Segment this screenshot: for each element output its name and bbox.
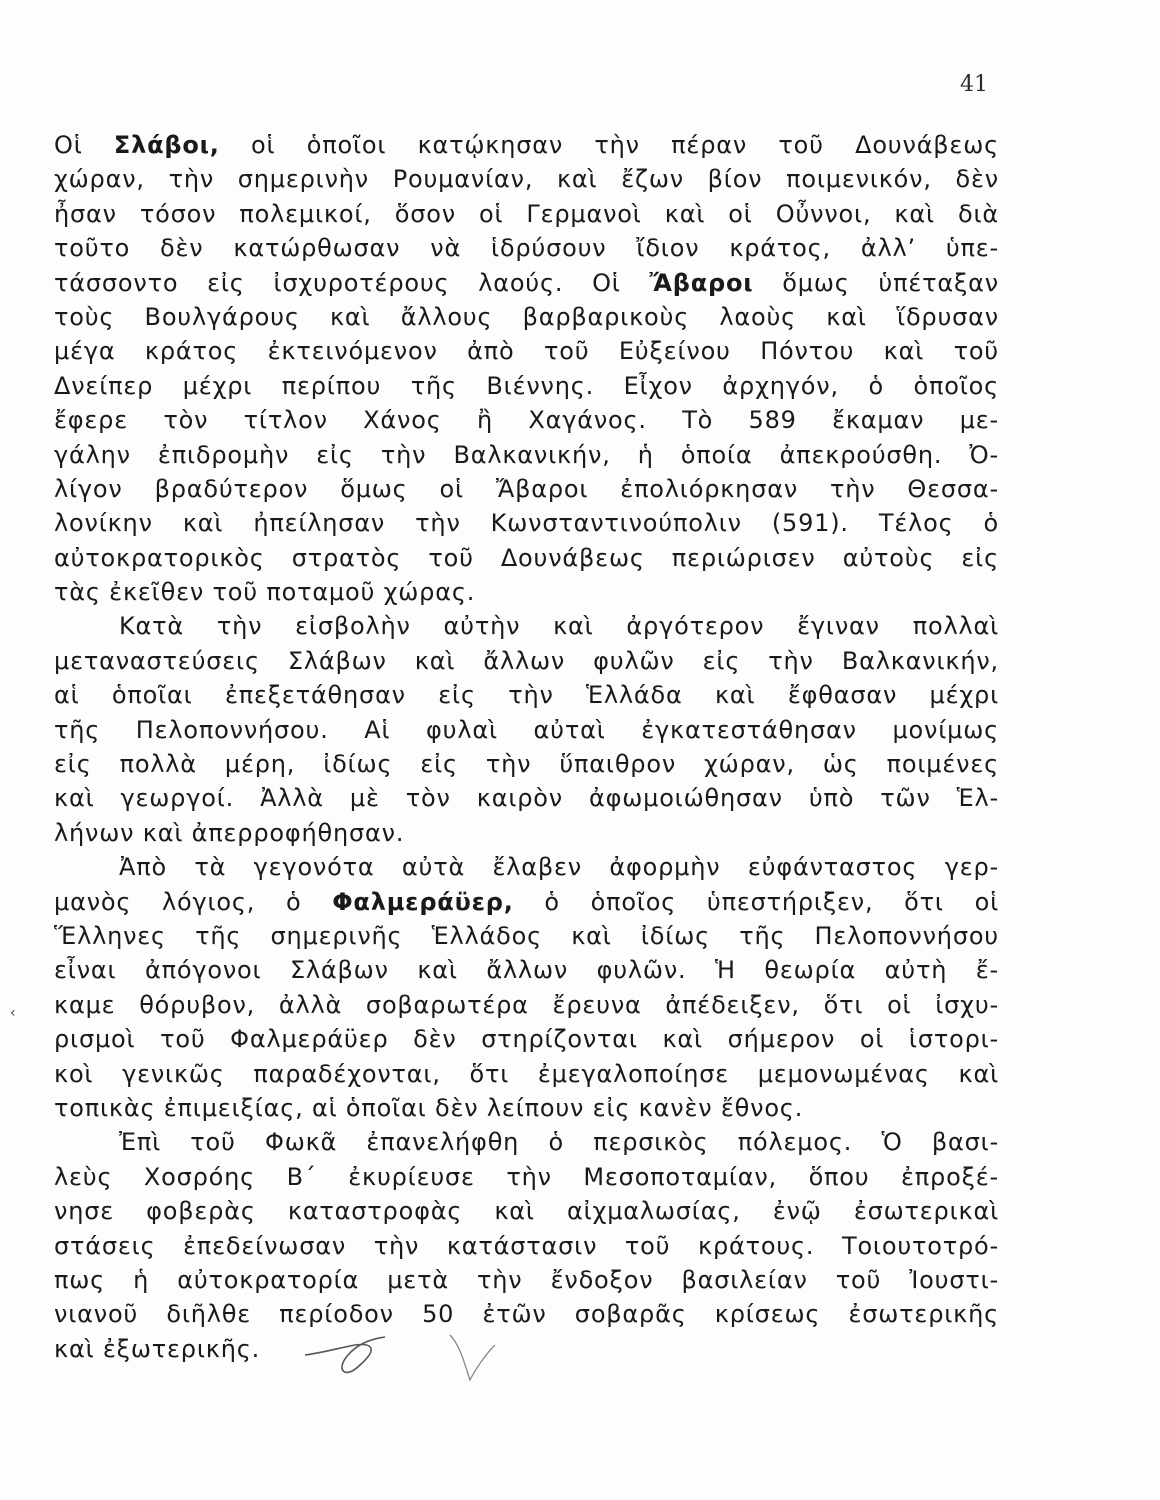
text-run: Ἕλληνες τῆς σημερινῆς Ἑλλάδος καὶ ἰδίως τῆς Πελοποννήσου bbox=[54, 921, 999, 950]
text-line bbox=[54, 919, 999, 953]
text-run: στάσεις ἐπεδείνωσαν τὴν κατάστασιν τοῦ κράτους. Τοιουτοτρό- bbox=[54, 1231, 999, 1260]
text-line bbox=[54, 1332, 999, 1366]
text-run: τῆς Πελοποννήσου. Αἱ φυλαὶ αὐταὶ ἐγκατεστάθησαν μονίμως bbox=[54, 715, 999, 744]
text-line bbox=[54, 644, 999, 678]
text-line bbox=[54, 472, 999, 506]
bold-term: Ἄβαροι bbox=[649, 268, 754, 297]
text-run: οἱ ὁποῖοι κατῴκησαν τὴν πέραν τοῦ Δουνάβεως bbox=[219, 131, 999, 159]
text-run: λίγον βραδύτερον ὅμως οἱ Ἄβαροι ἐπολιόρκησαν τὴν Θεσσα- bbox=[54, 474, 999, 503]
text-line bbox=[54, 369, 999, 403]
text-run: αἱ ὁποῖαι ἐπεξετάθησαν εἰς τὴν Ἑλλάδα καὶ ἔφθασαν μέχρι bbox=[54, 681, 999, 710]
text-run: Οἱ bbox=[54, 131, 114, 159]
text-body bbox=[54, 128, 999, 1366]
text-line bbox=[54, 266, 999, 300]
text-run: ἔφερε τὸν τίτλον Χάνος ἢ Χαγάνος. Τὸ 589 ἔκαμαν με- bbox=[54, 406, 999, 435]
text-run: καὶ ἐξωτερικῆς. bbox=[54, 1334, 261, 1363]
text-run: λήνων καὶ ἀπερροφήθησαν. bbox=[54, 818, 405, 847]
text-run: εἰς πολλὰ μέρη, ἰδίως εἰς τὴν ὕπαιθρον χώραν, ὡς ποιμένες bbox=[54, 750, 999, 779]
text-line bbox=[54, 781, 999, 815]
text-run: ὁ ὁποῖος ὑπεστήριξεν, ὅτι οἱ bbox=[513, 887, 999, 916]
text-line bbox=[54, 162, 999, 196]
text-line bbox=[54, 300, 999, 334]
text-line bbox=[54, 506, 999, 540]
text-run: γάλην ἐπιδρομὴν εἰς τὴν Βαλκανικήν, ἡ ὁποία ἀπεκρούσθη. Ὀ- bbox=[54, 440, 999, 469]
text-line bbox=[54, 609, 999, 643]
text-run: ὅμως ὑπέταξαν bbox=[753, 268, 999, 297]
text-run: αὐτοκρατορικὸς στρατὸς τοῦ Δουνάβεως περιώρισεν αὐτοὺς εἰς bbox=[54, 543, 999, 572]
handwritten-scribble bbox=[300, 1325, 500, 1395]
text-line bbox=[54, 128, 999, 162]
text-run: τοπικὰς ἐπιμειξίας, αἱ ὁποῖαι δὲν λείπουν εἰς κανὲν ἔθνος. bbox=[54, 1093, 804, 1122]
text-run: Ἐπὶ τοῦ Φωκᾶ ἐπανελήφθη ὁ περσικὸς πόλεμος. Ὁ βασι- bbox=[119, 1128, 999, 1157]
text-run: ἦσαν τόσον πολεμικοί, ὅσον οἱ Γερμανοὶ καὶ οἱ Οὖννοι, καὶ διὰ bbox=[54, 199, 999, 228]
text-run: Δνείπερ μέχρι περίπου τῆς Βιέννης. Εἶχον ἀρχηγόν, ὁ ὁποῖος bbox=[54, 371, 999, 400]
text-run: μανὸς λόγιος, ὁ bbox=[54, 887, 333, 916]
text-line bbox=[54, 575, 999, 609]
text-line bbox=[54, 747, 999, 781]
text-line bbox=[54, 541, 999, 575]
text-line bbox=[54, 816, 999, 850]
text-run: τάσσοντο εἰς ἰσχυροτέρους λαούς. Οἱ bbox=[54, 268, 650, 297]
text-line bbox=[54, 1160, 999, 1194]
text-run: Κατὰ τὴν εἰσβολὴν αὐτὴν καὶ ἀργότερον ἔγιναν πολλαὶ bbox=[119, 612, 999, 641]
text-run: ρισμοὶ τοῦ Φαλμεράϋερ δὲν στηρίζονται καὶ σήμερον οἱ ἱστορι- bbox=[54, 1025, 999, 1054]
text-run: μεταναστεύσεις Σλάβων καὶ ἄλλων φυλῶν εἰς τὴν Βαλκανικήν, bbox=[54, 646, 999, 675]
text-line bbox=[54, 438, 999, 472]
text-line bbox=[54, 1263, 999, 1297]
text-line bbox=[54, 1194, 999, 1228]
text-run: λεὺς Χοσρόης Β΄ ἐκυρίευσε τὴν Μεσοποταμίαν, ὅπου ἐπροξέ- bbox=[54, 1162, 999, 1191]
text-line bbox=[54, 1229, 999, 1263]
text-run: χώραν, τὴν σημερινὴν Ρουμανίαν, καὶ ἔζων βίον ποιμενικόν, δὲν bbox=[54, 165, 999, 194]
text-line bbox=[54, 334, 999, 368]
text-run: νιανοῦ διῆλθε περίοδον 50 ἐτῶν σοβαρᾶς κρίσεως ἐσωτερικῆς bbox=[54, 1300, 999, 1329]
text-line bbox=[54, 1297, 999, 1331]
text-line bbox=[54, 850, 999, 884]
text-line bbox=[54, 885, 999, 919]
text-line bbox=[54, 1022, 999, 1056]
text-line bbox=[54, 1091, 999, 1125]
text-run: τοὺς Βουλγάρους καὶ ἄλλους βαρβαρικοὺς λαοὺς καὶ ἵδρυσαν bbox=[54, 302, 999, 331]
text-line bbox=[54, 1125, 999, 1159]
page-number: 41 bbox=[960, 72, 988, 97]
text-line bbox=[54, 403, 999, 437]
text-line bbox=[54, 678, 999, 712]
text-line bbox=[54, 988, 999, 1022]
bold-term: Σλάβοι, bbox=[113, 131, 220, 159]
text-run: κοὶ γενικῶς παραδέχονται, ὅτι ἐμεγαλοποίησε μεμονωμένας καὶ bbox=[54, 1059, 999, 1088]
text-run: τὰς ἐκεῖθεν τοῦ ποταμοῦ χώρας. bbox=[54, 578, 476, 607]
text-run: Ἀπὸ τὰ γεγονότα αὐτὰ ἔλαβεν ἀφορμὴν εὐφάνταστος γερ- bbox=[119, 853, 999, 882]
text-run: καὶ γεωργοί. Ἀλλὰ μὲ τὸν καιρὸν ἀφωμοιώθησαν ὑπὸ τῶν Ἑλ- bbox=[54, 784, 999, 813]
text-run: εἶναι ἀπόγονοι Σλάβων καὶ ἄλλων φυλῶν. Ἡ θεωρία αὐτὴ ἔ- bbox=[54, 956, 999, 985]
text-run: λονίκην καὶ ἠπείλησαν τὴν Κωνσταντινούπολιν (591). Τέλος ὁ bbox=[54, 509, 999, 538]
text-line bbox=[54, 1057, 999, 1091]
text-line bbox=[54, 231, 999, 265]
bold-term: Φαλμεράϋερ, bbox=[332, 887, 514, 916]
text-line bbox=[54, 197, 999, 231]
text-run: τοῦτο δὲν κατώρθωσαν νὰ ἱδρύσουν ἴδιον κράτος, ἀλλ’ ὑπε- bbox=[54, 234, 999, 263]
text-run: μέγα κράτος ἐκτεινόμενον ἀπὸ τοῦ Εὐξείνου Πόντου καὶ τοῦ bbox=[54, 337, 999, 366]
text-line bbox=[54, 953, 999, 987]
text-run: νησε φοβερὰς καταστροφὰς καὶ αἰχμαλωσίας, ἐνῷ ἐσωτερικαὶ bbox=[54, 1197, 999, 1226]
margin-mark: ‹ bbox=[10, 1005, 16, 1021]
text-run: καμε θόρυβον, ἀλλὰ σοβαρωτέρα ἔρευνα ἀπέδειξεν, ὅτι οἱ ἰσχυ- bbox=[54, 990, 999, 1019]
text-run: πως ἡ αὐτοκρατορία μετὰ τὴν ἔνδοξον βασιλείαν τοῦ Ἰουστι- bbox=[54, 1265, 999, 1294]
text-line bbox=[54, 713, 999, 747]
